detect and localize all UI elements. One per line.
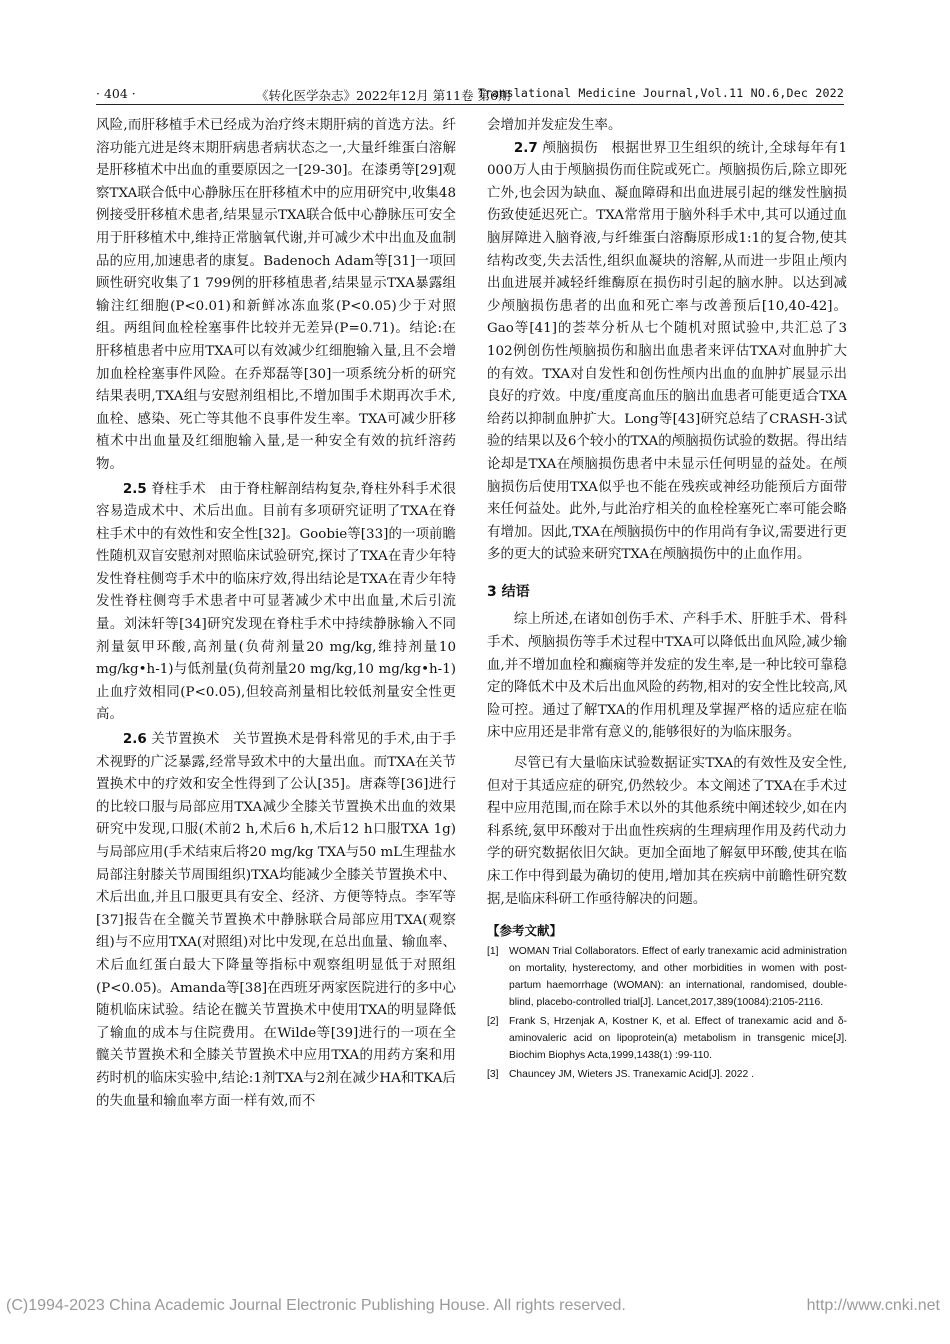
section-number: 2.7 <box>513 140 538 156</box>
running-header <box>96 86 844 105</box>
conclusion-paragraph-1: 综上所述,在诸如创伤手术、产科手术、肝脏手术、骨科手术、颅脑损伤等手术过程中TXA可以降低出血风险,减少输血,并不增加血栓和癫痫等并发症的发生率,是一种比较可靠稳定的降低术中及术后出血风险的药物,相对的安全性比较高,风险可控。通过了解TXA的作用机理及掌握严格的适应症在临床中应用还是非常有意义的,能够很好的为临床服务。 <box>487 612 847 741</box>
page-number: · 404 · <box>96 86 136 101</box>
cnki-link[interactable]: http://www.cnki.net <box>806 1297 940 1314</box>
journal-title-cn: 《转化医学杂志》2022年12月 第11卷 第6期 <box>256 88 511 103</box>
section-number: 2.6 <box>122 732 147 748</box>
reference-item: [1] WOMAN Trial Collaborators. Effect of early tranexamic acid administration on mortality, hysterectomy, and other morbidities in women with post-partum haemorrhage (WOMAN): an international, randomised, double-blind, placebo-controlled trial[J]. Lancet,2017,389(10084):2105-2116. <box>487 946 847 1009</box>
journal-title-en: Translational Medicine Journal,Vol.11 NO.6,Dec 2022 <box>477 86 844 100</box>
paragraph-liver-transplant: 风险,而肝移植手术已经成为治疗终末期肝病的首选方法。纤溶功能亢进是终末期肝病患者病状态之一,大量纤维蛋白溶解是肝移植术中出血的重要原因之一[29-30]。在漆勇等[29]观察TXA联合低中心静脉压在肝移植术中的应用研究中,收集48例接受肝移植术患者,结果显示TXA联合低中心静脉压可安全用于肝移植术中,维持正常脑氧代谢,并可减少术中出血及血制品的应用,加速患者的康复。Badenoch Adam等[31]一项回顾性研究收集了1 799例的肝移植患者,结果显示TXA暴露组输注红细胞(P<0.01)和新鲜冰冻血浆(P<0.05)少于对照组。两组间血栓栓塞事件比较并无差异(P=0.71)。结论:在肝移植患者中应用TXA可以有效减少红细胞输入量,且不会增加血栓栓塞事件风险。在乔郑磊等[30]一项系统分析的研究结果表明,TXA组与安慰剂组相比,不增加围手术期再次手术,血栓、感染、死亡等其他不良事件发生率。TXA可减少肝移植术中出血量及红细胞输入量,是一种安全有效的抗纤溶药物。 <box>96 118 456 472</box>
section-number: 2.5 <box>122 481 147 497</box>
references-heading: 【参考文献】 <box>487 923 563 939</box>
section-2-7 <box>487 138 847 567</box>
conclusion-paragraph-2: 尽管已有大量临床试验数据证实TXA的有效性及安全性,但对于其适应症的研究,仍然较少。本文阐述了TXA在手术过程中应用范围,而在除手术以外的其他系统中阐述较少,如在内科系统,氨甲环酸对于出血性疾病的生理病理作用及药代动力学的研究数据依旧欠缺。更加全面地了解氨甲环酸,使其在临床工作中得到最为确切的使用,增加其在疾病中前瞻性研究数据,是临床科研工作亟待解决的问题。 <box>487 756 847 907</box>
section-2-5 <box>96 479 456 728</box>
reference-item: [3] Chauncey JM, Wieters JS. Tranexamic Acid[J]. 2022 . <box>487 1069 754 1081</box>
conclusion-heading: 3 结语 <box>487 583 530 600</box>
section-title: 脊柱手术 <box>151 481 206 497</box>
copyright-text: (C)1994-2023 China Academic Journal Electronic Publishing House. All rights reserved. <box>6 1297 626 1314</box>
section-title: 关节置换术 <box>151 732 220 748</box>
left-column <box>96 115 456 1113</box>
reference-item: [2] Frank S, Hrzenjak A, Kostner K, et al. Effect of tranexamic acid and δ-aminovaleric acid on lipoprotein(a) metabolism in transgenic mice[J]. Biochim Biophys Acta,1999,1438(1) :99-110. <box>487 1016 847 1062</box>
copyright-footer <box>6 1297 946 1315</box>
section-text: 关节置换术是骨科常见的手术,由于手术视野的广泛暴露,经常导致术中的大量出血。而TXA在关节置换术中的疗效和安全性得到了公认[35]。唐森等[36]进行的比较口服与局部应用TXA减少全膝关节置换术出血的效果研究中发现,口服(术前2 h,术后6 h,术后12 h口服TXA 1g)与局部应用(手术结束后将20 mg/kg TXA与50 mL生理盐水局部注射膝关节周围组织)TXA均能减少全膝关节置换术中、术后出血,并且口服更具有安全、经济、方便等特点。李军等[37]报告在全髋关节置换术中静脉联合局部应用TXA(观察组)与不应用TXA(对照组)对比中发现,在总出血量、输血率、术后血红蛋白最大下降量等指标中观察组明显低于对照组(P<0.05)。Amanda等[38]在西班牙两家医院进行的多中心随机临床试验。结论在髋关节置换术中使用TXA的明显降低了输血的成本与住院费用。在Wilde等[39]进行的一项在全髋关节置换术和全膝关节置换术中应用TXA的用药方案和用药时机的临床实验中,结论:1剂TXA与2剂在减少HA和TKA后的失血量和输血率方面一样有效,而不 <box>96 732 456 1109</box>
section-2-6 <box>96 729 456 1113</box>
right-column <box>487 115 847 1083</box>
section-title: 颅脑损伤 <box>542 140 599 156</box>
section-text: 由于脊柱解剖结构复杂,脊柱外科手术很容易造成术中、术后出血。目前有多项研究证明了TXA在脊柱手术中的有效性和安全性[32]。Goobie等[33]的一项前瞻性随机双盲安慰剂对照临床试验研究,探讨了TXA在青少年特发性脊柱侧弯手术中的临床疗效,得出结论是TXA在青少年特发性脊柱侧弯手术患者中可显著减少术中出血量,术后引流量。刘沫轩等[34]研究发现在脊柱手术中持续静脉输入不同剂量氨甲环酸,高剂量(负荷剂量20 mg/kg,维持剂量10 mg/kg•h-1)与低剂量(负荷剂量20 mg/kg,10 mg/kg•h-1)止血疗效相同(P<0.05),但较高剂量相比较低剂量安全性更高。 <box>96 481 456 723</box>
paragraph-continued: 会增加并发症发生率。 <box>487 118 622 133</box>
section-text: 根据世界卫生组织的统计,全球每年有1 000万人由于颅脑损伤而住院或死亡。颅脑损伤后,除立即死亡外,也会因为缺血、凝血障碍和出血进展引起的继发性脑损伤致使延迟死亡。TXA常常用于脑外科手术中,其可以通过血脑屏障进入脑脊液,与纤维蛋白溶酶原形成1:1的复合物,使其结构改变,失去活性,组织血凝块的溶解,从而进一步阻止颅内出血进展并减轻纤维酶原在损伤时引起的脑水肿。以达到减少颅脑损伤患者的出血和死亡率与改善预后[10,40-42]。Gao等[41]的荟萃分析从七个随机对照试验中,共汇总了3 102例创伤性颅脑损伤和脑出血患者来评估TXA对血肿扩大的有效。TXA对自发性和创伤性颅内出血的血肿扩展显示出良好的疗效。中度/重度高血压的脑出血患者可能更适合TXA给药以抑制血肿扩大。Long等[43]研究总结了CRASH-3试验的结果以及6个较小的TXA的颅脑损伤试验的数据。得出结论却是TXA在颅脑损伤患者中未显示任何明显的益处。在颅脑损伤后使用TXA似乎也不能在残疾或神经功能预后方面带来任何益处。此外,与此治疗相关的血栓栓塞死亡率可能会略有增加。因此,TXA在颅脑损伤中的作用尚有争议,需要进行更多的更大的试验来研究TXA在颅脑损伤中的止血作用。 <box>487 140 847 563</box>
